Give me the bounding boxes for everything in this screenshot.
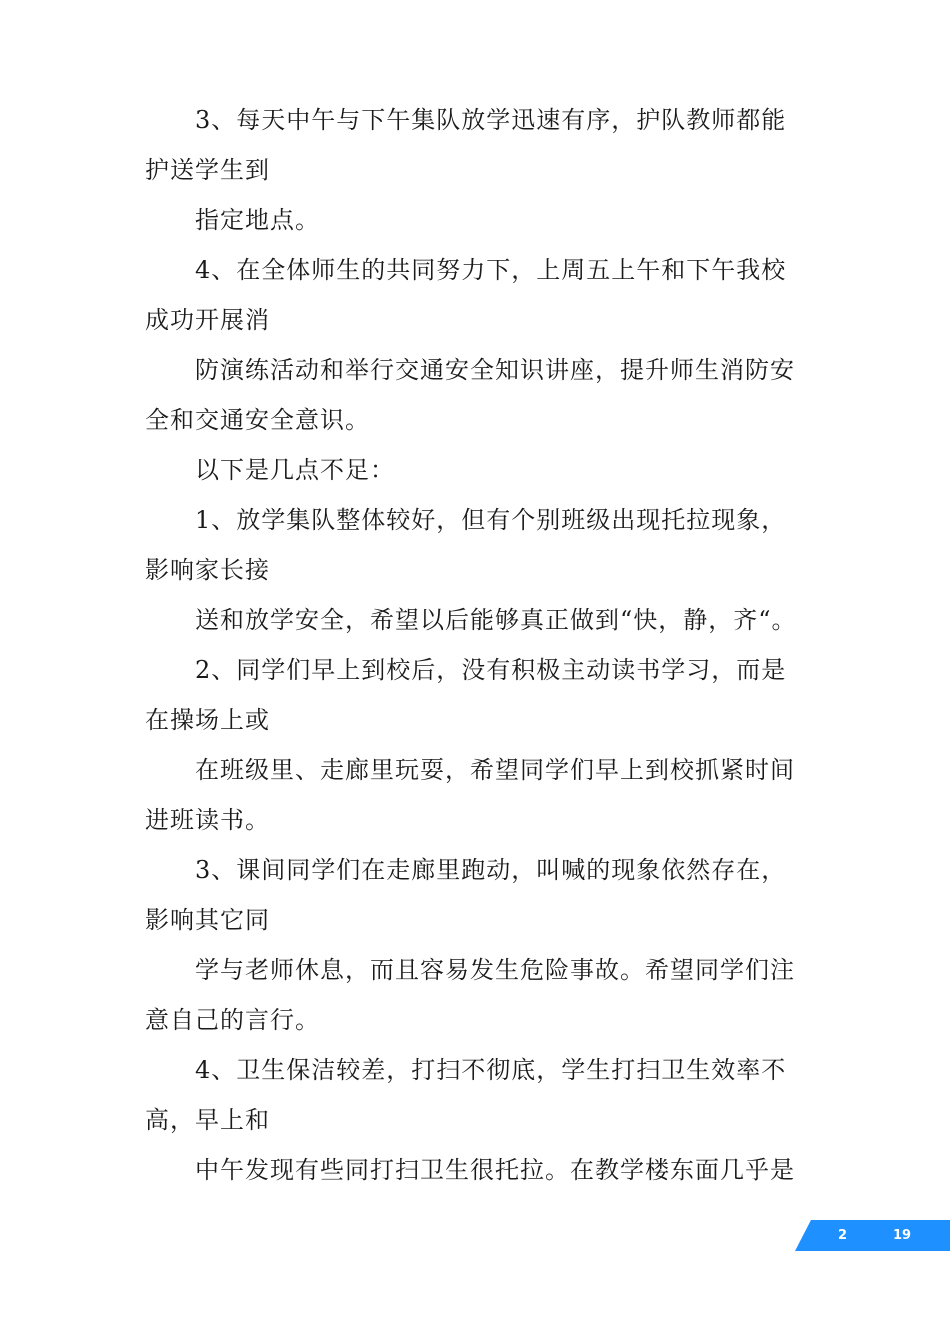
- paragraph: 学与老师休息，而且容易发生危险事故。希望同学们注意自己的言行。: [145, 956, 795, 1034]
- paragraph: 3、每天中午与下午集队放学迅速有序，护队教师都能护送学生到: [145, 106, 787, 184]
- paragraph: 防演练活动和举行交通安全知识讲座，提升师生消防安全和交通安全意识。: [145, 356, 795, 434]
- paragraph: 以下是几点不足：: [195, 456, 395, 484]
- paragraph: 2、同学们早上到校后，没有积极主动读书学习，而是在操场上或: [145, 656, 787, 734]
- paragraph: 1、放学集队整体较好，但有个别班级出现托拉现象，影响家长接: [145, 506, 787, 584]
- paragraph: 3、课间同学们在走廊里跑动，叫喊的现象依然存在，影响其它同: [145, 856, 787, 934]
- page-band-shape: [795, 1220, 950, 1251]
- current-page-number: 2: [838, 1228, 848, 1243]
- paragraph: 4、卫生保洁较差，打扫不彻底，学生打扫卫生效率不高，早上和: [145, 1056, 787, 1134]
- paragraph: 送和放学安全，希望以后能够真正做到“快，静，齐“。: [195, 606, 797, 634]
- page-number-band: [795, 1220, 950, 1251]
- total-pages-number: 19: [893, 1228, 912, 1243]
- paragraph: 中午发现有些同打扫卫生很托拉。在教学楼东面几乎是: [195, 1156, 795, 1184]
- paragraph: 在班级里、走廊里玩耍，希望同学们早上到校抓紧时间进班读书。: [145, 756, 795, 834]
- paragraph: 4、在全体师生的共同努力下，上周五上午和下午我校成功开展消: [145, 256, 787, 334]
- paragraph: 指定地点。: [195, 206, 320, 234]
- document-body: [145, 95, 810, 1195]
